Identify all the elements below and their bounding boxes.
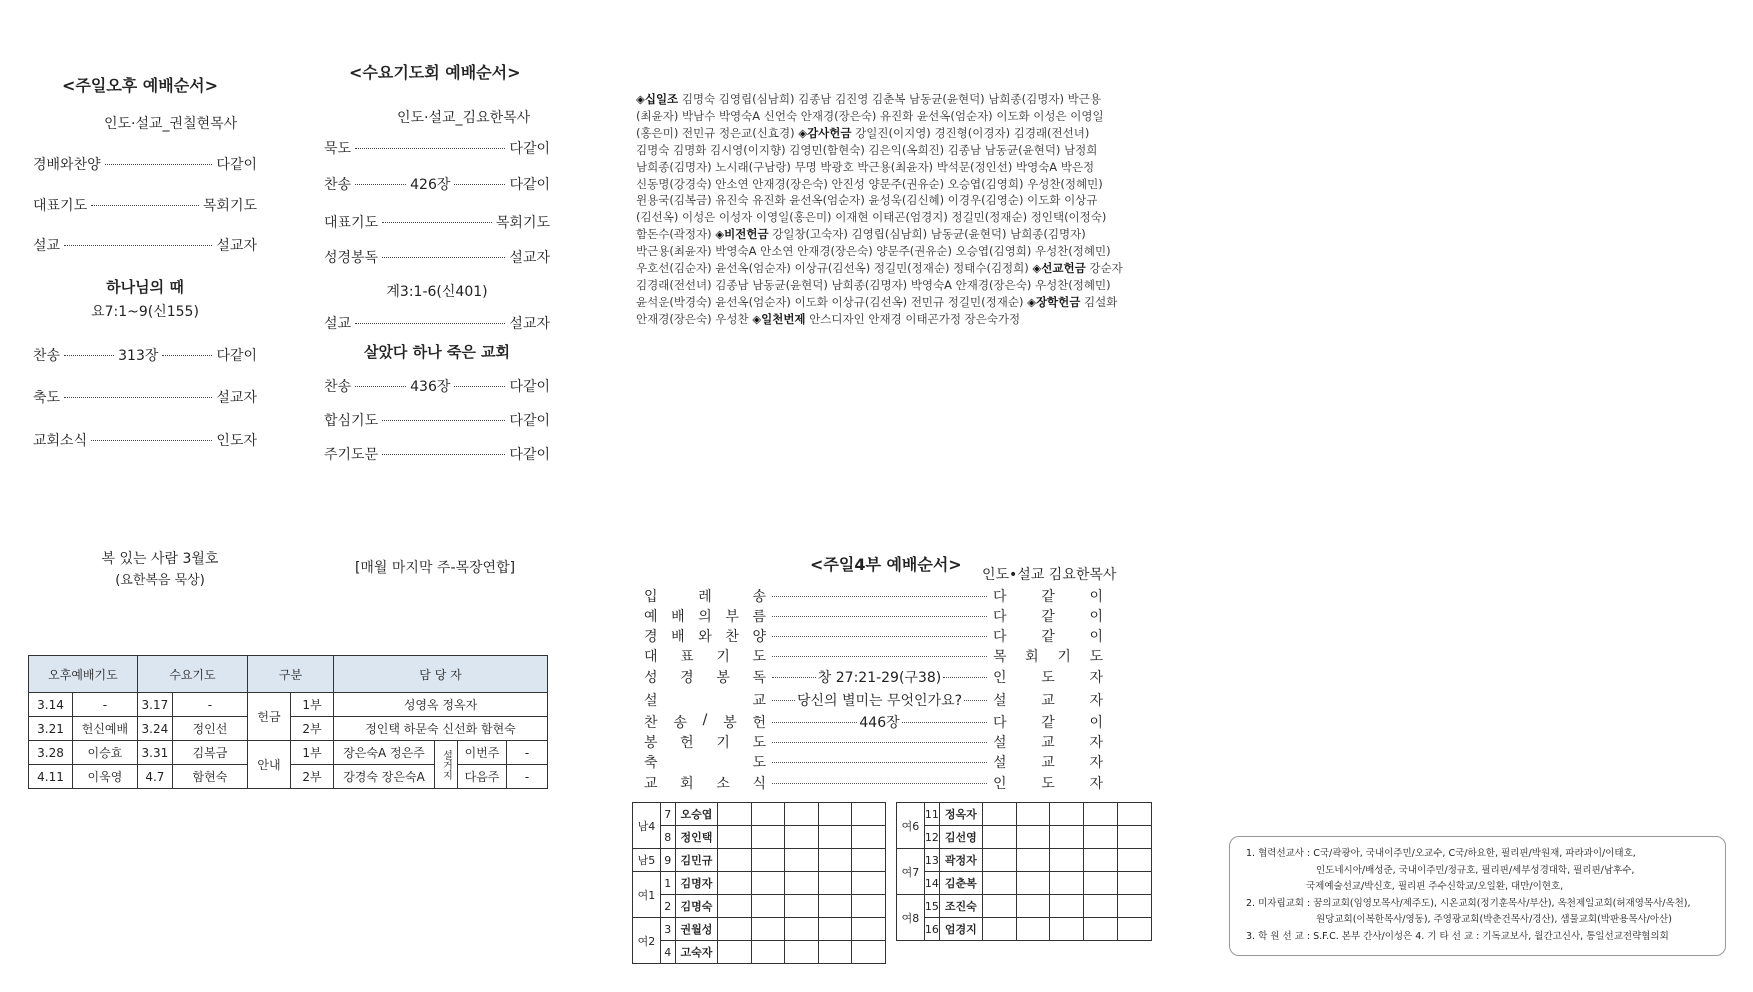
check-cell xyxy=(718,895,752,918)
check-cell xyxy=(785,872,819,895)
sunday-pm-item xyxy=(33,235,257,255)
blessed-subtitle: (요한복음 묵상) xyxy=(115,573,205,588)
check-cell xyxy=(1084,849,1118,872)
number-cell: 12 xyxy=(924,826,939,849)
item-label: 대 표 기 도 xyxy=(644,649,766,665)
sunday4-item xyxy=(644,732,1103,752)
attendance-table-right xyxy=(896,802,1152,941)
name-cell: 김명숙 xyxy=(675,895,718,918)
wednesday-title: <수요기도회 예배순서> xyxy=(349,63,521,82)
table-row xyxy=(633,895,886,918)
check-cell xyxy=(852,826,886,849)
item-label: 교 회 소 식 xyxy=(644,776,766,792)
item-label: 성경봉독 xyxy=(324,250,379,266)
duty-table xyxy=(28,655,548,789)
item-mid: 436장 xyxy=(410,379,451,395)
item-label: 예 배 의 부 름 xyxy=(644,609,766,625)
offering-category: ◈비전헌금 xyxy=(715,227,769,242)
cell: 3.31 xyxy=(137,741,172,765)
item-label: 찬송 xyxy=(33,348,61,364)
cell: 함현숙 xyxy=(172,765,247,789)
table-row xyxy=(29,741,548,765)
item-who: 설 교 자 xyxy=(993,735,1103,751)
name-cell: 오승엽 xyxy=(675,803,718,826)
table-row xyxy=(633,918,886,941)
check-cell xyxy=(1016,895,1050,918)
wednesday-note: [매월 마지막 주-목장연합] xyxy=(354,560,516,576)
offering-names: 김명숙 김영립(심남희) 김종남 김진영 김춘복 남동균(윤현덕) 남희종(김명자) 박근용 xyxy=(678,92,1101,106)
check-cell xyxy=(818,826,852,849)
check-cell xyxy=(751,918,785,941)
header-cell: 수요기도 xyxy=(137,656,247,693)
table-row xyxy=(897,803,1152,826)
offering-names: 신동명(강경숙) 안소연 안재경(장은숙) 안진성 양문주(권유순) 오승엽(김영희) 우성찬(정혜민) xyxy=(636,176,1103,191)
cell: 정인선 xyxy=(172,717,247,741)
check-cell xyxy=(1050,849,1084,872)
offering-names: 김명숙 김명화 김시영(이지향) 김영민(함현숙) 김은익(옥희진) 김종남 남동균(윤현덕) 남정희 xyxy=(636,142,1098,157)
wednesday-bible: 계3:1-6(신401) xyxy=(386,284,488,300)
table-row xyxy=(897,895,1152,918)
name-cell: 조진숙 xyxy=(939,895,982,918)
sunday-pm-item xyxy=(33,195,257,215)
number-cell: 8 xyxy=(660,826,675,849)
offering-line xyxy=(636,243,1152,260)
blessed-title: 복 있는 사람 3월호 xyxy=(101,551,219,567)
offering-names: (홍은미) 전민규 정은교(신효경) xyxy=(636,125,799,140)
item-who: 다 같 이 xyxy=(993,609,1103,625)
check-cell xyxy=(818,872,852,895)
group-cell: 남4 xyxy=(633,803,661,849)
check-cell xyxy=(718,872,752,895)
number-cell: 16 xyxy=(924,918,939,941)
check-cell xyxy=(718,918,752,941)
item-who: 인 도 자 xyxy=(993,776,1103,792)
cell: 1부 xyxy=(291,741,334,765)
wednesday-item xyxy=(324,247,550,267)
table-row xyxy=(29,693,548,717)
check-cell xyxy=(852,849,886,872)
item-who: 설교자 xyxy=(216,238,257,254)
offering-line xyxy=(636,142,1152,159)
item-who: 다같이 xyxy=(509,141,550,157)
offering-names: 안재경(장은숙) 우성찬 xyxy=(636,311,753,326)
item-who: 다 같 이 xyxy=(993,715,1103,731)
offering-category: ◈일천번제 xyxy=(752,311,806,326)
cell: 3.14 xyxy=(29,693,73,717)
check-cell xyxy=(818,895,852,918)
notice-line: 인도네시아/배성준, 국내이주민/정규호, 필리핀/세부성경대학, 필리핀/남후수, xyxy=(1316,864,1635,876)
cell: 강경숙 장은숙A xyxy=(334,765,435,789)
offering-names: 강순자 xyxy=(1085,261,1123,276)
item-who: 다 같 이 xyxy=(993,629,1103,645)
item-label: 설교 xyxy=(324,316,352,332)
check-cell xyxy=(718,826,752,849)
name-cell: 권월성 xyxy=(675,918,718,941)
cell: - xyxy=(172,693,247,717)
table-row xyxy=(897,849,1152,872)
item-who: 설교자 xyxy=(509,250,550,266)
group-cell: 여2 xyxy=(633,918,661,964)
check-cell xyxy=(1016,826,1050,849)
offering-line xyxy=(636,277,1152,294)
check-cell xyxy=(751,826,785,849)
group-cell: 여8 xyxy=(897,895,925,941)
item-who: 다같이 xyxy=(216,348,258,364)
check-cell xyxy=(785,849,819,872)
header-cell: 담 당 자 xyxy=(334,656,548,693)
check-cell xyxy=(1016,918,1050,941)
name-cell: 정옥자 xyxy=(939,803,982,826)
check-cell xyxy=(785,826,819,849)
wednesday-item xyxy=(324,313,550,333)
item-label: 설교 xyxy=(33,238,61,254)
item-who: 설교자 xyxy=(509,316,550,332)
number-cell: 9 xyxy=(660,849,675,872)
cell: - xyxy=(73,693,138,717)
number-cell: 11 xyxy=(924,803,939,826)
check-cell xyxy=(852,895,886,918)
item-who: 목 회 기 도 xyxy=(993,649,1103,665)
item-label: 대표기도 xyxy=(33,198,88,214)
item-who: 다같이 xyxy=(509,177,551,193)
item-who: 인 도 자 xyxy=(993,670,1103,686)
check-cell xyxy=(852,872,886,895)
check-cell xyxy=(1118,826,1152,849)
offering-names: 윤석운(박경숙) 윤선옥(엄순자) 이도화 이상규(김선옥) 전민규 정길민(정재순) xyxy=(636,294,1028,309)
wednesday-item xyxy=(324,212,550,232)
sunday4-item xyxy=(644,667,1103,687)
check-cell xyxy=(1118,872,1152,895)
number-cell: 2 xyxy=(660,895,675,918)
header-cell: 오후예배기도 xyxy=(29,656,138,693)
name-cell: 김민규 xyxy=(675,849,718,872)
offering-names: 함돈수(곽정자) xyxy=(636,227,716,242)
item-who: 설 교 자 xyxy=(993,755,1103,771)
cell: 3.28 xyxy=(29,741,73,765)
item-who: 다같이 xyxy=(509,413,550,429)
offering-line xyxy=(636,260,1152,277)
check-cell xyxy=(1016,803,1050,826)
name-cell: 곽정자 xyxy=(939,849,982,872)
sunday-pm-sermon-title: 하나님의 때 xyxy=(106,278,184,296)
table-row xyxy=(633,849,886,872)
cell: 정인택 하문숙 신선화 함현숙 xyxy=(334,717,548,741)
cell: 4.7 xyxy=(137,765,172,789)
notice-line: 1. 협력선교사 : C국/곽광아, 국내이주민/오교수, C국/하요한, 필리핀/박원재, 파라과이/이태호, xyxy=(1246,848,1636,859)
cell: 3.21 xyxy=(29,717,73,741)
offering-line xyxy=(636,192,1152,209)
check-cell xyxy=(1050,803,1084,826)
cell: 3.17 xyxy=(137,693,172,717)
offering-category: ◈감사헌금 xyxy=(798,125,852,140)
offering-names: 윈용국(김복금) 유진숙 유진화 윤선옥(엄순자) 윤성욱(김신혜) 이경우(김영순) 이도화 이상규 xyxy=(636,193,1098,208)
offering-names: (김선옥) 이성은 이성자 이영일(홍은미) 이재현 이태곤(엄경지) 정길민(정재순) 정인택(이정숙) xyxy=(636,210,1107,225)
offering-line xyxy=(636,91,1152,108)
item-who: 다같이 xyxy=(509,379,551,395)
attendance-table-left xyxy=(632,802,886,964)
offering-list xyxy=(636,91,1152,328)
sunday-pm-item xyxy=(33,430,257,450)
name-cell: 정인택 xyxy=(675,826,718,849)
item-label: 찬 송 / 봉 헌 xyxy=(644,712,766,731)
cell: 성영옥 정옥자 xyxy=(334,693,548,717)
name-cell: 김명자 xyxy=(675,872,718,895)
table-row xyxy=(633,941,886,964)
check-cell xyxy=(982,826,1016,849)
check-cell xyxy=(718,849,752,872)
offering-category: ◈선교헌금 xyxy=(1032,261,1086,276)
offering-line xyxy=(636,108,1152,125)
check-cell xyxy=(785,803,819,826)
sunday4-leader: 인도•설교 김요한목사 xyxy=(982,567,1117,583)
cell: 이승효 xyxy=(73,741,138,765)
item-label: 교회소식 xyxy=(33,433,88,449)
cell: 장은숙A 정은주 xyxy=(334,741,435,765)
number-cell: 14 xyxy=(924,872,939,895)
wednesday-item xyxy=(324,174,550,194)
cell: 다음주 xyxy=(458,765,507,789)
cell: - xyxy=(507,741,548,765)
sunday4-item xyxy=(644,606,1103,626)
check-cell xyxy=(982,872,1016,895)
check-cell xyxy=(982,918,1016,941)
item-label: 입 레 송 xyxy=(644,589,766,605)
check-cell xyxy=(1016,872,1050,895)
cell: 헌금 xyxy=(248,693,291,741)
offering-line xyxy=(636,176,1152,193)
item-label: 합심기도 xyxy=(324,413,379,429)
sunday4-item xyxy=(644,712,1103,732)
mission-notice-box xyxy=(1229,836,1726,956)
item-label: 주기도문 xyxy=(324,447,379,463)
check-cell xyxy=(751,872,785,895)
item-mid: 313장 xyxy=(118,348,159,364)
item-label: 찬송 xyxy=(324,379,352,395)
check-cell xyxy=(785,918,819,941)
offering-line xyxy=(636,159,1152,176)
sunday-pm-item xyxy=(33,154,257,174)
number-cell: 3 xyxy=(660,918,675,941)
sunday-pm-item xyxy=(33,345,257,365)
sunday-pm-sermon-text: 요7:1~9(신155) xyxy=(91,304,199,320)
item-mid: 당신의 별미는 무엇인가요? xyxy=(796,693,963,709)
offering-line xyxy=(636,226,1152,243)
wednesday-item xyxy=(324,444,550,464)
check-cell xyxy=(818,849,852,872)
item-mid: 창 27:21-29(구38) xyxy=(817,670,942,686)
check-cell xyxy=(1016,849,1050,872)
check-cell xyxy=(785,895,819,918)
table-row xyxy=(633,872,886,895)
cell: 설거지 xyxy=(435,741,458,789)
duty-table-header xyxy=(29,656,548,693)
table-row xyxy=(633,826,886,849)
check-cell xyxy=(1084,826,1118,849)
wednesday-item xyxy=(324,410,550,430)
item-label: 성 경 봉 독 xyxy=(644,670,766,686)
cell: 4.11 xyxy=(29,765,73,789)
number-cell: 1 xyxy=(660,872,675,895)
sunday4-item xyxy=(644,690,1103,710)
check-cell xyxy=(818,941,852,964)
sunday4-item xyxy=(644,773,1103,793)
sunday-pm-title: <주일오후 예배순서> xyxy=(62,76,219,95)
offering-names: 박근용(최윤자) 박영숙A 안소연 안재경(장은숙) 양문주(권유순) 오승엽(김영희) 우성찬(정혜민) xyxy=(636,244,1111,259)
offering-line xyxy=(636,209,1152,226)
group-cell: 남5 xyxy=(633,849,661,872)
check-cell xyxy=(751,941,785,964)
name-cell: 김춘복 xyxy=(939,872,982,895)
name-cell: 고숙자 xyxy=(675,941,718,964)
offering-line xyxy=(636,125,1152,142)
group-cell: 여6 xyxy=(897,803,925,849)
cell: 이번주 xyxy=(458,741,507,765)
cell: 3.24 xyxy=(137,717,172,741)
item-who: 다같이 xyxy=(216,157,257,173)
cell: 헌신예배 xyxy=(73,717,138,741)
sunday4-item xyxy=(644,752,1103,772)
group-cell: 여7 xyxy=(897,849,925,895)
item-label: 설 교 xyxy=(644,693,766,709)
wednesday-item xyxy=(324,376,550,396)
check-cell xyxy=(1118,895,1152,918)
cell: 1부 xyxy=(291,693,334,717)
wednesday-leader: 인도·설교_김요한목사 xyxy=(397,110,531,126)
number-cell: 7 xyxy=(660,803,675,826)
check-cell xyxy=(1118,803,1152,826)
check-cell xyxy=(718,941,752,964)
name-cell: 김선영 xyxy=(939,826,982,849)
item-label: 묵도 xyxy=(324,141,352,157)
cell: - xyxy=(507,765,548,789)
number-cell: 4 xyxy=(660,941,675,964)
item-who: 목회기도 xyxy=(495,215,550,231)
number-cell: 15 xyxy=(924,895,939,918)
item-label: 대표기도 xyxy=(324,215,379,231)
item-who: 다 같 이 xyxy=(993,589,1103,605)
item-label: 찬송 xyxy=(324,177,352,193)
check-cell xyxy=(1118,849,1152,872)
check-cell xyxy=(1084,918,1118,941)
item-who: 인도자 xyxy=(216,433,257,449)
notice-line: 3. 학 원 선 교 : S.F.C. 본부 간사/이성은 4. 기 타 선 교 : 기독교보사, 월간고신사, 통일선교전략협의회 xyxy=(1246,930,1669,942)
offering-line xyxy=(636,311,1152,328)
check-cell xyxy=(818,918,852,941)
offering-names: 안스디자인 안재경 이태곤가정 장은숙가정 xyxy=(805,311,1021,326)
check-cell xyxy=(1084,895,1118,918)
offering-names: 강일창(고숙자) 김영립(심남희) 남동균(윤현덕) 남희종(김명자) xyxy=(768,227,1086,242)
name-cell: 엄경지 xyxy=(939,918,982,941)
offering-names: 우호선(김순자) 윤선옥(엄순자) 이상규(김선옥) 정길민(정재순) 정태수(김정희) xyxy=(636,261,1033,276)
wednesday-sermon-title: 살았다 하나 죽은 교회 xyxy=(363,343,511,361)
item-who: 다같이 xyxy=(509,447,550,463)
offering-names: (최윤자) 박남수 박영숙A 신언숙 안재경(장은숙) 유진화 윤선옥(엄순자) 이도화 이성은 이영일 xyxy=(636,108,1104,123)
cell: 김복금 xyxy=(172,741,247,765)
item-who: 목회기도 xyxy=(202,198,257,214)
check-cell xyxy=(1118,918,1152,941)
offering-category: ◈십일조 xyxy=(636,92,679,106)
check-cell xyxy=(982,803,1016,826)
check-cell xyxy=(1084,803,1118,826)
check-cell xyxy=(852,941,886,964)
group-cell: 여1 xyxy=(633,872,661,918)
sunday4-title: <주일4부 예배순서> xyxy=(810,555,962,574)
offering-names: 김경래(전선녀) 김종남 남동균(윤현덕) 남희종(김명자) 박영숙A 안재경(장은숙) 우성찬(정혜민) xyxy=(636,277,1111,292)
notice-line: 원당교회(이복한목사/영동), 주영광교회(박춘건목사/경산), 샘물교회(박판용목사/아산) xyxy=(1316,914,1672,925)
check-cell xyxy=(718,803,752,826)
sunday4-item xyxy=(644,586,1103,606)
offering-category: ◈장학헌금 xyxy=(1027,294,1081,309)
check-cell xyxy=(751,895,785,918)
item-who: 설교자 xyxy=(216,390,257,406)
check-cell xyxy=(982,849,1016,872)
offering-line xyxy=(636,294,1152,311)
item-label: 경배와찬양 xyxy=(33,157,101,173)
number-cell: 13 xyxy=(924,849,939,872)
cell: 2부 xyxy=(291,765,334,789)
cell: 안내 xyxy=(248,741,291,789)
item-label: 경 배 와 찬 양 xyxy=(644,629,766,645)
notice-line: 2. 미자립교회 : 꿈의교회(임영모목사/제주도), 시온교회(정기훈목사/부산), 옥천제일교회(허재영목사/옥천), xyxy=(1246,897,1691,909)
item-label: 봉 헌 기 도 xyxy=(644,735,766,751)
offering-names: 김설화 xyxy=(1080,294,1118,309)
table-row xyxy=(633,803,886,826)
cell: 2부 xyxy=(291,717,334,741)
check-cell xyxy=(751,849,785,872)
check-cell xyxy=(852,803,886,826)
check-cell xyxy=(1050,826,1084,849)
wednesday-item xyxy=(324,138,550,158)
table-row xyxy=(897,918,1152,941)
item-label: 축 도 xyxy=(644,755,766,771)
check-cell xyxy=(1084,872,1118,895)
check-cell xyxy=(751,803,785,826)
sunday-pm-leader: 인도·설교_권칠현목사 xyxy=(104,116,238,132)
item-label: 축도 xyxy=(33,390,61,406)
item-who: 설 교 자 xyxy=(993,693,1103,709)
cell: 이욱영 xyxy=(73,765,138,789)
header-cell: 구분 xyxy=(248,656,334,693)
item-mid: 426장 xyxy=(410,177,451,193)
check-cell xyxy=(1050,895,1084,918)
table-row xyxy=(897,872,1152,895)
check-cell xyxy=(818,803,852,826)
check-cell xyxy=(982,895,1016,918)
offering-names: 남희종(김명자) 노시래(구남랑) 무명 박광호 박근용(최윤자) 박석문(정인선) 박영숙A 박은정 xyxy=(636,159,1095,174)
sunday-pm-item xyxy=(33,387,257,407)
table-row xyxy=(897,826,1152,849)
sunday4-item xyxy=(644,626,1103,646)
item-mid: 446장 xyxy=(859,715,900,731)
notice-line: 국제예술선교/박신호, 필리핀 주수신학교/오일환, 대만/이현호, xyxy=(1306,881,1564,892)
check-cell xyxy=(1050,872,1084,895)
check-cell xyxy=(1050,918,1084,941)
offering-names: 강일진(이지영) 경진형(이경자) 김경래(전선녀) xyxy=(851,125,1090,140)
check-cell xyxy=(852,918,886,941)
sunday4-item xyxy=(644,646,1103,666)
check-cell xyxy=(785,941,819,964)
